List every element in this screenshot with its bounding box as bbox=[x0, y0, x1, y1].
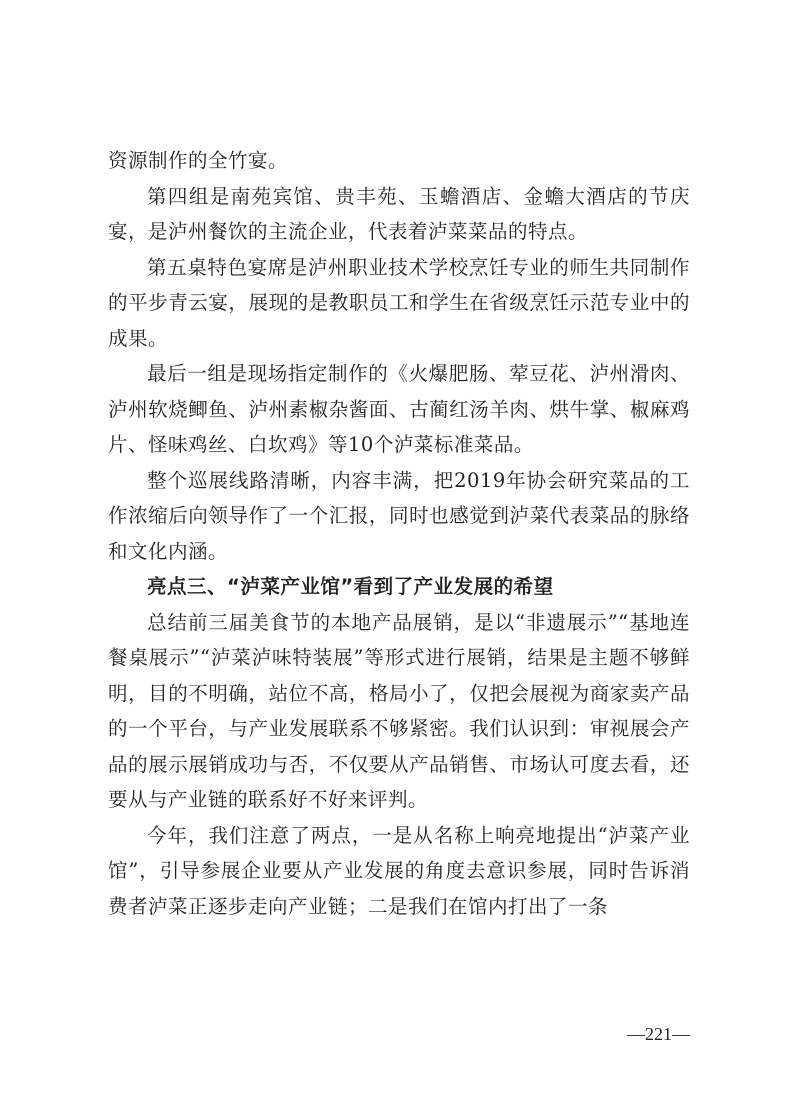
page-number: —221— bbox=[627, 1024, 690, 1044]
paragraph-summary-exhibitions: 总结前三届美食节的本地产品展销，是以“非遗展示”“基地连餐桌展示”“泸菜泸味特装展”等形式进行展销，结果是主题不够鲜明，目的不明确，站位不高，格局小了，仅把会展视为商家卖产品的一个平台，与产业发展联系不够紧密。我们认识到：审视展会产品的展示展销成功与否，不仅要从产品销售、市场认可度去看，还要从与产业链的联系好不好来评判。 bbox=[108, 610, 690, 811]
paragraph-group-four: 第四组是南苑宾馆、贵丰苑、玉蟾酒店、金蟾大酒店的节庆宴，是泸州餐饮的主流企业，代表着泸菜菜品的特点。 bbox=[108, 184, 690, 243]
paragraph-table-five: 第五桌特色宴席是泸州职业技术学校烹饪专业的师生共同制作的平步青云宴，展现的是教职员工和学生在省级烹饪示范专业中的成果。 bbox=[108, 255, 690, 350]
paragraph-tour-summary: 整个巡展线路清晰，内容丰满，把2019年协会研究菜品的工作浓缩后向领导作了一个汇报，同时也感觉到泸菜代表菜品的脉络和文化内涵。 bbox=[108, 468, 690, 563]
paragraph-continuation: 资源制作的全竹宴。 bbox=[108, 149, 289, 172]
document-body bbox=[108, 143, 690, 924]
paragraph-last-group: 最后一组是现场指定制作的《火爆肥肠、荤豆花、泸州滑肉、泸州软烧鲫鱼、泸州素椒杂酱面、古蔺红汤羊肉、烘牛掌、椒麻鸡片、怪味鸡丝、白坎鸡》等10个泸菜标准菜品。 bbox=[108, 362, 690, 456]
section-heading: 亮点三、“泸菜产业馆”看到了产业发展的希望 bbox=[147, 575, 554, 598]
paragraph-this-year: 今年，我们注意了两点，一是从名称上响亮地提出“泸菜产业馆”，引导参展企业要从产业发展的角度去意识参展，同时告诉消费者泸菜正逐步走向产业链；二是我们在馆内打出了一条 bbox=[108, 823, 690, 918]
